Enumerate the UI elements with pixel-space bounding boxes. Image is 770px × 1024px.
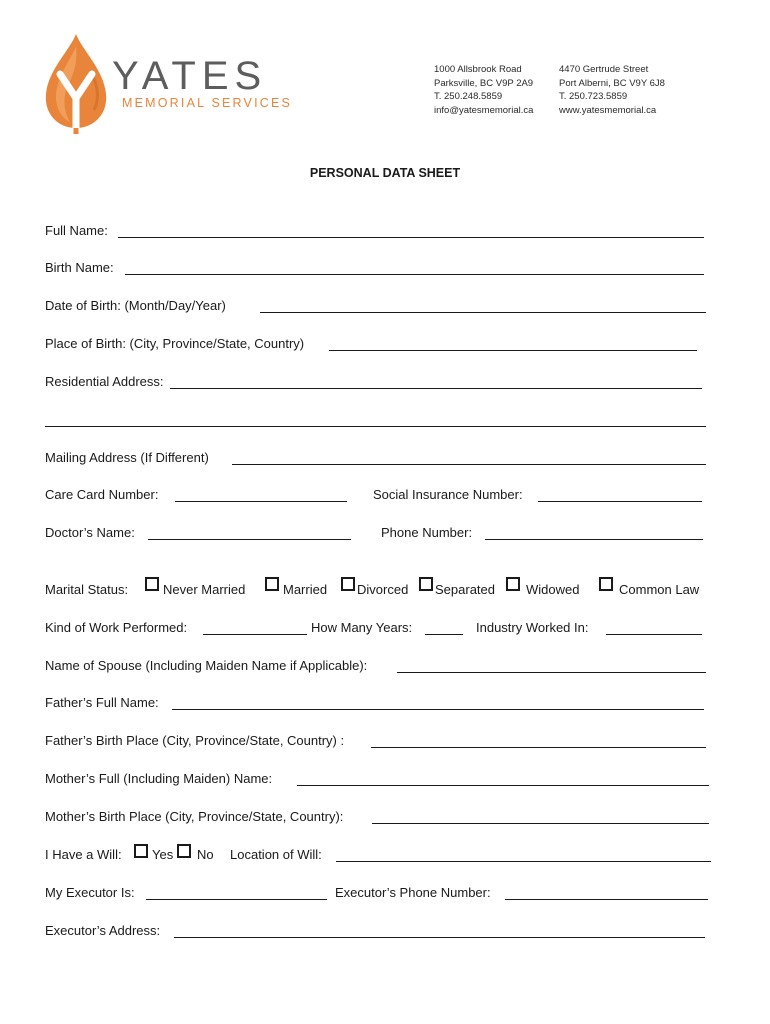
option-common-law: Common Law <box>619 582 700 597</box>
office-street: 1000 Allsbrook Road <box>434 64 522 75</box>
option-divorced: Divorced <box>357 582 409 597</box>
date-of-birth-label: Date of Birth: (Month/Day/Year) <box>45 298 226 313</box>
will-label: I Have a Will: <box>45 847 122 862</box>
phone-number-label: Phone Number: <box>381 525 473 540</box>
full-name-label: Full Name: <box>45 223 108 238</box>
option-never-married: Never Married <box>163 582 246 597</box>
executor-phone-field[interactable] <box>505 899 708 900</box>
option-widowed: Widowed <box>526 582 580 597</box>
spouse-name-label: Name of Spouse (Including Maiden Name if Applicable): <box>45 658 368 673</box>
checkbox-will-yes[interactable] <box>134 844 148 858</box>
mailing-address-field[interactable] <box>232 464 706 465</box>
kind-of-work-label: Kind of Work Performed: <box>45 620 188 635</box>
checkbox-widowed[interactable] <box>506 577 520 591</box>
full-name-field[interactable] <box>118 237 704 238</box>
mother-name-field[interactable] <box>297 785 709 786</box>
residential-address-field-line2[interactable] <box>45 426 706 427</box>
office-street: 4470 Gertrude Street <box>559 64 649 75</box>
sin-field[interactable] <box>538 501 702 502</box>
checkbox-common-law[interactable] <box>599 577 613 591</box>
father-birth-place-field[interactable] <box>371 747 706 748</box>
mother-birth-place-label: Mother’s Birth Place (City, Province/State, Country): <box>45 809 344 824</box>
executor-field[interactable] <box>146 899 327 900</box>
checkbox-will-no[interactable] <box>177 844 191 858</box>
yates-logo-drop <box>40 32 112 134</box>
option-separated: Separated <box>435 582 495 597</box>
industry-field[interactable] <box>606 634 702 635</box>
office-parksville-address <box>434 63 533 117</box>
father-birth-place-label: Father’s Birth Place (City, Province/State, Country) : <box>45 733 345 748</box>
will-no-label: No <box>197 847 214 862</box>
checkbox-married[interactable] <box>265 577 279 591</box>
office-city: Port Alberni, BC V9Y 6J8 <box>559 77 665 89</box>
office-phone: T. 250.248.5859 <box>434 91 503 102</box>
checkbox-divorced[interactable] <box>341 577 355 591</box>
marital-status-label: Marital Status: <box>45 582 129 597</box>
how-many-years-label: How Many Years: <box>311 620 413 635</box>
doctor-name-label: Doctor’s Name: <box>45 525 135 540</box>
checkbox-never-married[interactable] <box>145 577 159 591</box>
office-website: www.yatesmemorial.ca <box>559 104 657 116</box>
place-of-birth-field[interactable] <box>329 350 697 351</box>
care-card-label: Care Card Number: <box>45 487 159 502</box>
residential-address-field[interactable] <box>170 388 702 389</box>
office-city: Parksville, BC V9P 2A9 <box>434 77 534 89</box>
birth-name-label: Birth Name: <box>45 260 114 275</box>
father-name-field[interactable] <box>172 709 704 710</box>
spouse-name-field[interactable] <box>397 672 706 673</box>
office-email: info@yatesmemorial.ca <box>434 104 534 116</box>
mother-name-label: Mother’s Full (Including Maiden) Name: <box>45 771 273 786</box>
option-married: Married <box>283 582 328 597</box>
kind-of-work-field[interactable] <box>203 634 307 635</box>
place-of-birth-label: Place of Birth: (City, Province/State, Country) <box>45 336 305 351</box>
mother-birth-place-field[interactable] <box>372 823 709 824</box>
executor-label: My Executor Is: <box>45 885 135 900</box>
birth-name-field[interactable] <box>125 274 704 275</box>
executor-address-field[interactable] <box>174 937 705 938</box>
brand-name: YATES <box>112 54 268 98</box>
will-location-label: Location of Will: <box>230 847 322 862</box>
industry-label: Industry Worked In: <box>476 620 589 635</box>
care-card-field[interactable] <box>175 501 347 502</box>
mailing-address-label: Mailing Address (If Different) <box>45 450 209 465</box>
executor-phone-label: Executor’s Phone Number: <box>335 885 491 900</box>
doctor-name-field[interactable] <box>148 539 351 540</box>
brand-subtitle: MEMORIAL SERVICES <box>122 96 293 110</box>
office-port-alberni-address <box>559 63 665 117</box>
father-name-label: Father’s Full Name: <box>45 695 159 710</box>
checkbox-separated[interactable] <box>419 577 433 591</box>
residential-address-label: Residential Address: <box>45 374 164 389</box>
will-location-field[interactable] <box>336 861 711 862</box>
sin-label: Social Insurance Number: <box>373 487 523 502</box>
date-of-birth-field[interactable] <box>260 312 706 313</box>
how-many-years-field[interactable] <box>425 634 463 635</box>
executor-address-label: Executor’s Address: <box>45 923 161 938</box>
office-phone: T. 250.723.5859 <box>559 91 628 102</box>
phone-number-field[interactable] <box>485 539 703 540</box>
page-title: PERSONAL DATA SHEET <box>309 166 461 180</box>
will-yes-label: Yes <box>152 847 174 862</box>
